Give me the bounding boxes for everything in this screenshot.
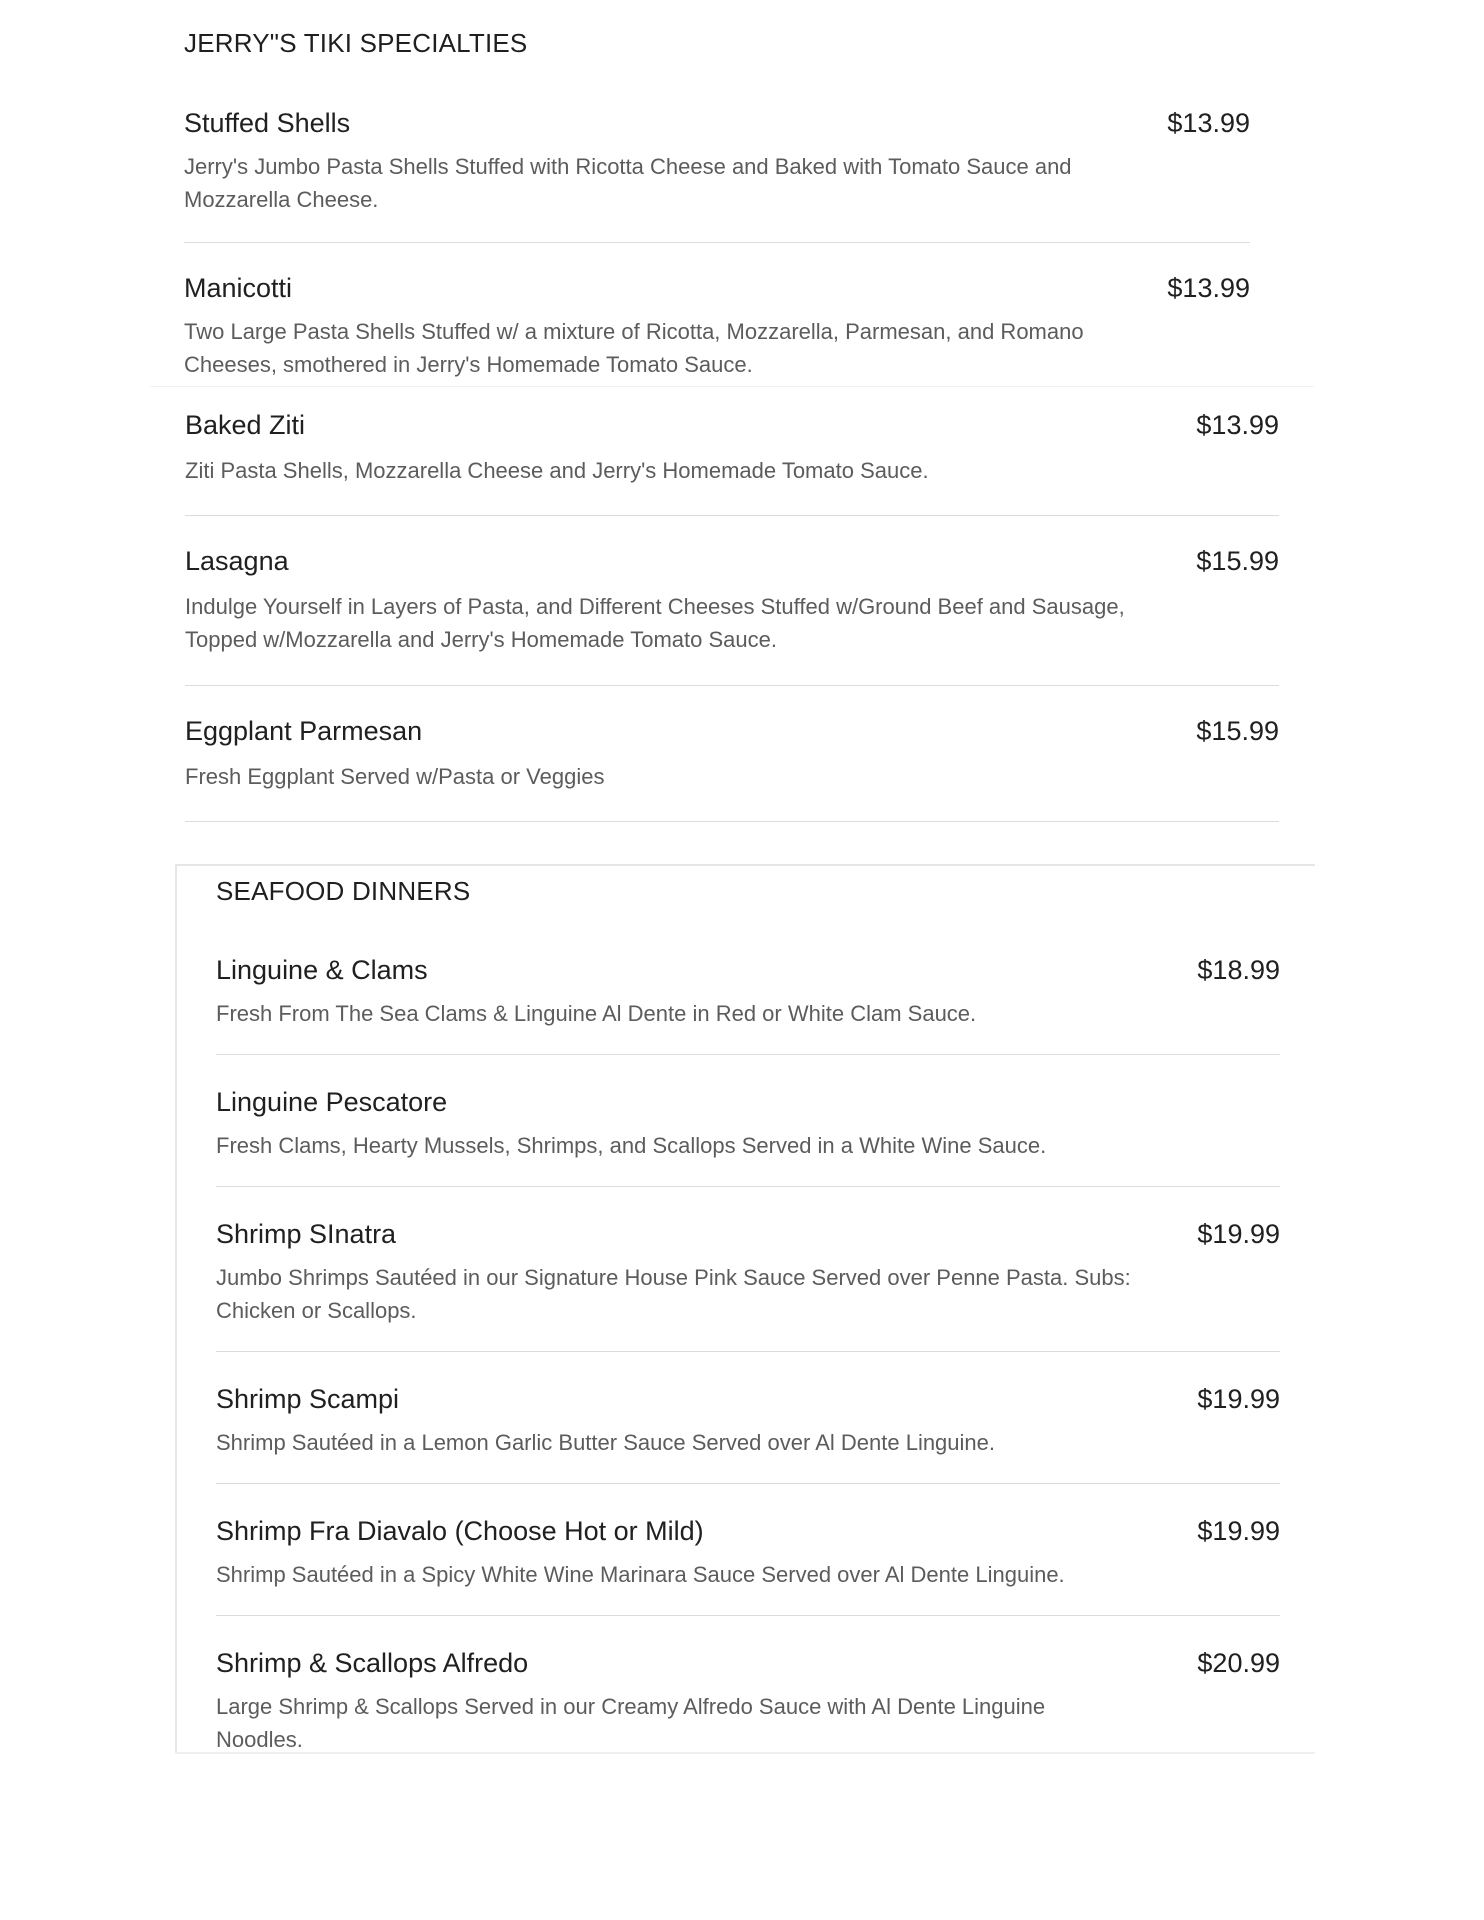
item-price: $19.99	[1197, 1516, 1280, 1546]
item-description: Indulge Yourself in Layers of Pasta, and Different Cheeses Stuffed w/Ground Beef and Sausage, Topped w/Mozzarella and Jerry's Homemade Tomato Sauce.	[185, 594, 1125, 652]
item-divider	[216, 1483, 1280, 1484]
item-price: $15.99	[1196, 546, 1279, 576]
menu-item-baked-ziti	[185, 410, 1279, 490]
menu-item-eggplant-parmesan	[185, 716, 1279, 796]
item-name: Lasagna	[185, 546, 289, 576]
item-price: $19.99	[1197, 1384, 1280, 1414]
item-name: Stuffed Shells	[184, 108, 351, 138]
section-border-top	[175, 864, 1315, 866]
item-name: Manicotti	[184, 273, 293, 303]
item-price: $13.99	[1167, 108, 1250, 138]
item-price: $13.99	[1196, 410, 1279, 440]
item-price: $18.99	[1197, 955, 1280, 985]
menu-item-shrimp-sinatra	[216, 1219, 1280, 1329]
section-title-seafood-dinners: SEAFOOD DINNERS	[216, 876, 471, 906]
item-name: Linguine & Clams	[216, 955, 428, 985]
menu-item-shrimp-scallops-alfredo	[216, 1648, 1280, 1758]
item-divider	[216, 1351, 1280, 1352]
menu-item-shrimp-fra-diavalo	[216, 1516, 1280, 1596]
item-price: $20.99	[1197, 1648, 1280, 1678]
item-name: Baked Ziti	[185, 410, 306, 440]
item-name: Shrimp Scampi	[216, 1384, 400, 1414]
item-name: Linguine Pescatore	[216, 1087, 448, 1117]
item-description: Fresh Clams, Hearty Mussels, Shrimps, and Scallops Served in a White Wine Sauce.	[216, 1133, 1047, 1158]
item-price: $19.99	[1197, 1219, 1280, 1249]
item-description: Fresh Eggplant Served w/Pasta or Veggies	[185, 764, 605, 789]
item-divider	[216, 1615, 1280, 1616]
item-description: Jerry's Jumbo Pasta Shells Stuffed with Ricotta Cheese and Baked with Tomato Sauce and Mozzarella Cheese.	[184, 154, 1072, 212]
menu-item-shrimp-scampi	[216, 1384, 1280, 1464]
item-name: Eggplant Parmesan	[185, 716, 423, 746]
item-divider	[184, 242, 1250, 243]
item-description: Fresh From The Sea Clams & Linguine Al Dente in Red or White Clam Sauce.	[216, 1001, 977, 1026]
item-divider	[216, 1054, 1280, 1055]
item-price: $15.99	[1196, 716, 1279, 746]
item-name: Shrimp SInatra	[216, 1219, 397, 1249]
item-description: Shrimp Sautéed in a Spicy White Wine Marinara Sauce Served over Al Dente Linguine.	[216, 1562, 1065, 1587]
item-price: $13.99	[1167, 273, 1250, 303]
item-description: Two Large Pasta Shells Stuffed w/ a mixture of Ricotta, Mozzarella, Parmesan, and Romano Cheeses, smothered in Jerry's Homemade Tomato Sauce.	[184, 319, 1084, 377]
menu-item-stuffed-shells	[184, 108, 1250, 218]
page-seam	[150, 386, 1314, 387]
section-title-tiki-specialties: JERRY"S TIKI SPECIALTIES	[184, 28, 528, 58]
item-divider	[185, 685, 1279, 686]
menu-item-linguine-pescatore	[216, 1087, 1280, 1167]
item-divider	[185, 515, 1279, 516]
menu-item-lasagna	[185, 546, 1279, 656]
section-border-left	[175, 864, 177, 1754]
menu-item-manicotti	[184, 273, 1250, 383]
item-divider	[185, 821, 1279, 822]
item-description: Large Shrimp & Scallops Served in our Creamy Alfredo Sauce with Al Dente Linguine Noodles.	[216, 1694, 1046, 1752]
item-divider	[216, 1186, 1280, 1187]
menu-item-linguine-clams	[216, 955, 1280, 1035]
item-description: Shrimp Sautéed in a Lemon Garlic Butter Sauce Served over Al Dente Linguine.	[216, 1430, 996, 1455]
item-name: Shrimp & Scallops Alfredo	[216, 1648, 529, 1678]
item-name: Shrimp Fra Diavalo (Choose Hot or Mild)	[216, 1516, 704, 1546]
item-description: Jumbo Shrimps Sautéed in our Signature House Pink Sauce Served over Penne Pasta. Subs: Chicken or Scallops.	[216, 1265, 1131, 1323]
item-description: Ziti Pasta Shells, Mozzarella Cheese and Jerry's Homemade Tomato Sauce.	[185, 458, 929, 483]
